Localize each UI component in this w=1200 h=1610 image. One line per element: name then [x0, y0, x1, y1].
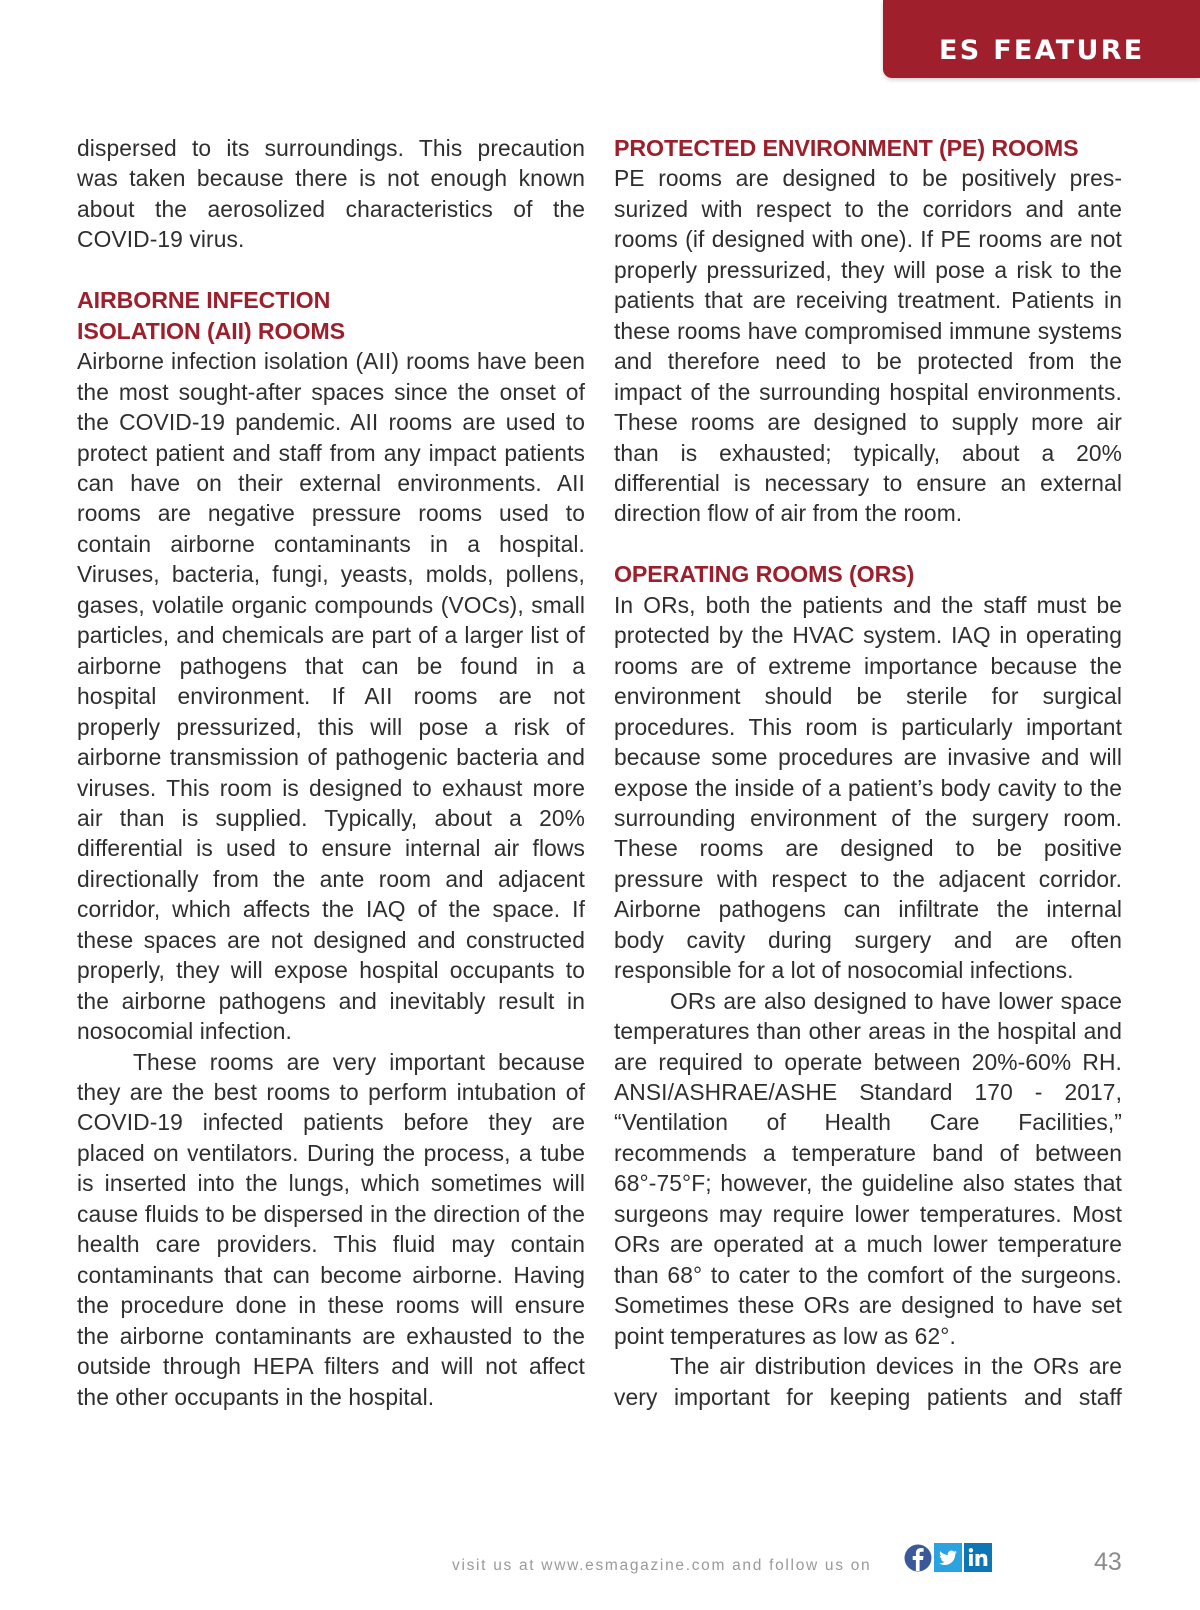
continued-paragraph: dispersed to its surroundings. This precaution was taken because there is not enough known about the aerosolized characteristics of the COVID-19 virus. — [77, 135, 585, 253]
or-paragraph-3: The air distribution devices in the ORs are very important for keeping patients and staff — [614, 1353, 1122, 1410]
twitter-icon[interactable] — [934, 1543, 962, 1572]
spacer — [614, 529, 1122, 559]
left-column — [77, 133, 585, 1412]
page-number: 43 — [1094, 1548, 1122, 1576]
footer-follow-text: visit us at www.esmagazine.com and follow us on — [452, 1557, 872, 1574]
spacer — [77, 255, 585, 285]
section-badge — [883, 0, 1200, 78]
section-heading-pe: PROTECTED ENVIRONMENT (PE) ROOMS — [614, 135, 1079, 161]
linkedin-icon[interactable] — [964, 1543, 992, 1572]
section-heading-aii-line2: ISOLATION (AII) ROOMS — [77, 317, 345, 344]
or-paragraph-1: In ORs, both the patients and the staff must be protected by the HVAC system. IAQ in operating rooms are of extreme importance because the environment should be sterile for surgical procedures. This room is particularly important because some procedures are invasive and will expose the inside of a patient’s body cavity to the surrounding environment of the surgery room. These rooms are designed to be positive pressure with respect to the adjacent corridor. Airborne pathogens can infiltrate the internal body cavity during surgery and are often responsible for a lot of nosocomial infections. — [614, 591, 1122, 984]
right-column — [614, 133, 1122, 1412]
facebook-icon[interactable] — [904, 1543, 932, 1572]
pe-paragraph-1: PE rooms are designed to be positively pressurized with respect to the corridors and ante rooms (if designed with one). If PE rooms are not properly pressurized, they will pose a risk to the patients that are receiving treatment. Patients in these rooms have compromised immune systems and therefore need to be protected from the impact of the surrounding hospital environments. These rooms are designed to supply more air than is exhausted; typically, about a 20% differential is necessary to ensure an external direction flow of air from the room. — [614, 165, 1122, 527]
page-footer — [450, 1543, 1170, 1583]
aii-paragraph-2: These rooms are very important because they are the best rooms to perform intubation of COVID-19 infected patients before they are placed on ventilators. During the process, a tube is inserted into the lungs, which sometimes will cause fluids to be dispersed in the direction of the health care providers. This fluid may contain contaminants that can become airborne. Having the procedure done in these rooms will ensure the airborne contaminants are exhausted to the outside through HEPA filters and will not affect the other occupants in the hospital. — [77, 1048, 585, 1410]
or-paragraph-2: ORs are also designed to have lower space temperatures than other areas in the hospital and are required to operate between 20%-60% RH. ANSI/ASHRAE/ASHE Standard 170 - 2017, “Ventilation of Health Care Facilities,” recommends a temperature band of between 68°-75°F; however, the guideline also states that surgeons may require lower temperatures. Most ORs are operated at a much lower temperature than 68° to cater to the comfort of the surgeons. Sometimes these ORs are designed to have set point temperatures as low as 62°. — [614, 987, 1122, 1349]
section-heading-aii-line1: AIRBORNE INFECTION — [77, 287, 331, 314]
section-badge-label: ES FEATURE — [939, 35, 1145, 66]
aii-paragraph-1: Airborne infection isolation (AII) rooms have been the most sought-after spaces since the onset of the COVID-19 pandemic. AII rooms are used to protect patient and staff from any impact patients can have on their external environments. AII rooms are negative pressure rooms used to contain airborne contaminants in a hospital. Viruses, bacteria, fungi, yeasts, molds, pollens, gases, volatile organic compounds (VOCs), small particles, and chemicals are part of a larger list of airborne pathogens that can be found in a hospital environment. If AII rooms are not properly pressurized, this will pose a risk of airborne transmission of pathogenic bacteria and viruses. This room is designed to exhaust more air than is supplied. Typically, about a 20% differential is used to ensure internal air flows directionally from the ante room and adjacent corridor, which affects the IAQ of the space. If these spaces are not designed and constructed properly, they will expose hospital occupants to the airborne pathogens and inevitably result in nosocomial infection. — [77, 348, 585, 1045]
section-heading-or: OPERATING ROOMS (ORS) — [614, 561, 915, 588]
